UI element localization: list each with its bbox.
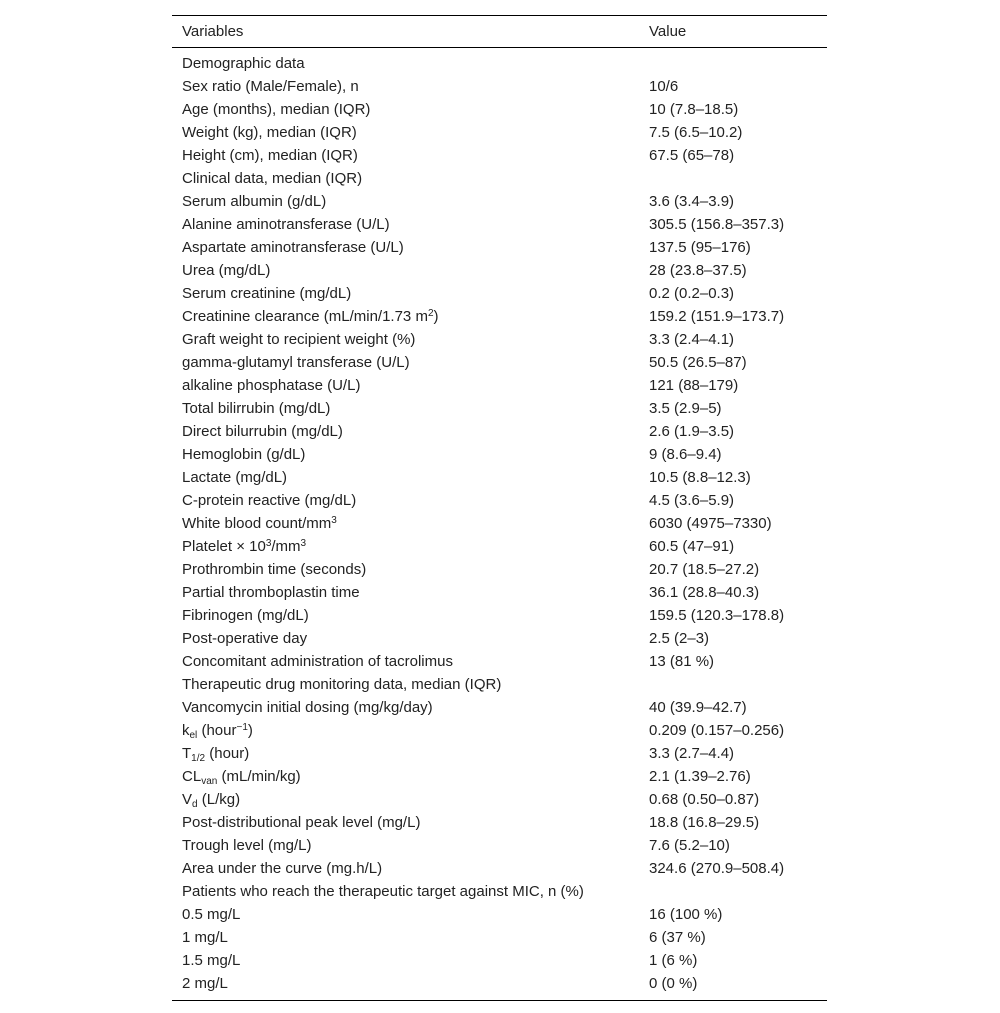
variable-text-variable: 1.5 mg/L bbox=[182, 952, 241, 969]
variable-text-variable: Post-distributional peak level (mg/L) bbox=[182, 814, 421, 831]
variable-text-variable: Alanine aminotransferase (U/L) bbox=[182, 216, 390, 233]
table-row bbox=[172, 48, 827, 76]
variable-cell bbox=[172, 443, 649, 466]
variable-text-variable: alkaline phosphatase (U/L) bbox=[182, 377, 361, 394]
value-cell: 10/6 bbox=[649, 78, 679, 95]
value-cell: 40 (39.9–42.7) bbox=[649, 699, 747, 716]
variable-text-variable: Trough level (mg/L) bbox=[182, 837, 312, 854]
value-cell: 0.209 (0.157–0.256) bbox=[649, 722, 785, 739]
table-row bbox=[172, 489, 827, 512]
variable-cell bbox=[172, 167, 649, 190]
table-row bbox=[172, 627, 827, 650]
variable-text-variable: Area under the curve (mg.h/L) bbox=[182, 860, 383, 877]
value-cell: 9 (8.6–9.4) bbox=[649, 446, 722, 463]
variable-text-variable: 0.5 mg/L bbox=[182, 906, 241, 923]
table-row bbox=[172, 673, 827, 696]
table-row bbox=[172, 282, 827, 305]
variable-text-variable: Direct bilurrubin (mg/dL) bbox=[182, 423, 343, 440]
table-row bbox=[172, 443, 827, 466]
variable-cell bbox=[172, 489, 649, 512]
variable-cell bbox=[172, 75, 649, 98]
table-row bbox=[172, 420, 827, 443]
data-table-container bbox=[172, 15, 827, 1001]
table-row bbox=[172, 351, 827, 374]
value-cell: 10.5 (8.8–12.3) bbox=[649, 469, 751, 486]
value-cell: 2.1 (1.39–2.76) bbox=[649, 768, 751, 785]
variable-text-variable: C-protein reactive (mg/dL) bbox=[182, 492, 357, 509]
variable-text-variable: Height (cm), median (IQR) bbox=[182, 147, 358, 164]
variable-text-variable: Prothrombin time (seconds) bbox=[182, 561, 367, 578]
variable-text-tail: (mL/min/kg) bbox=[217, 768, 301, 785]
variable-text-mid: /mm bbox=[271, 538, 301, 555]
table-row bbox=[172, 903, 827, 926]
variable-cell bbox=[172, 144, 649, 167]
variable-text-variable: Weight (kg), median (IQR) bbox=[182, 124, 357, 141]
header-variables: Variables bbox=[182, 23, 244, 40]
table-row bbox=[172, 581, 827, 604]
table-row bbox=[172, 949, 827, 972]
variable-cell bbox=[172, 466, 649, 489]
value-cell: 3.5 (2.9–5) bbox=[649, 400, 722, 417]
variable-cell bbox=[172, 765, 649, 788]
variable-text-variable: Post-operative day bbox=[182, 630, 308, 647]
variable-cell bbox=[172, 328, 649, 351]
variable-cell bbox=[172, 374, 649, 397]
table-row bbox=[172, 167, 827, 190]
table-row bbox=[172, 190, 827, 213]
variable-cell bbox=[172, 236, 649, 259]
value-cell: 3.3 (2.4–4.1) bbox=[649, 331, 735, 348]
variable-cell bbox=[172, 650, 649, 673]
variable-text-sub: el bbox=[189, 730, 198, 741]
variable-cell bbox=[172, 581, 649, 604]
value-cell: 20.7 (18.5–27.2) bbox=[649, 561, 760, 578]
variable-text-variable: Lactate (mg/dL) bbox=[182, 469, 288, 486]
table-row bbox=[172, 305, 827, 328]
variable-cell bbox=[172, 627, 649, 650]
variable-cell bbox=[172, 834, 649, 857]
variable-cell bbox=[172, 949, 649, 972]
variable-text-tail: ) bbox=[433, 308, 439, 325]
variable-text-variable: CL bbox=[182, 768, 202, 785]
variable-text-variable: 1 mg/L bbox=[182, 929, 228, 946]
value-cell: 60.5 (47–91) bbox=[649, 538, 735, 555]
variable-text-variable: White blood count/mm bbox=[182, 515, 332, 532]
variable-cell bbox=[172, 604, 649, 627]
table-row bbox=[172, 696, 827, 719]
variable-cell bbox=[172, 282, 649, 305]
variable-cell bbox=[172, 213, 649, 236]
value-cell: 324.6 (270.9–508.4) bbox=[649, 860, 785, 877]
value-cell: 6 (37 %) bbox=[649, 929, 706, 946]
value-cell: 1 (6 %) bbox=[649, 952, 698, 969]
table-row bbox=[172, 857, 827, 880]
variable-cell bbox=[172, 742, 649, 765]
table-row bbox=[172, 972, 827, 1001]
value-cell: 7.5 (6.5–10.2) bbox=[649, 124, 743, 141]
variable-cell bbox=[172, 857, 649, 880]
table-row bbox=[172, 811, 827, 834]
variable-text-variable: Demographic data bbox=[182, 55, 305, 72]
variable-cell bbox=[172, 880, 649, 903]
value-cell bbox=[649, 48, 827, 76]
value-cell: 159.2 (151.9–173.7) bbox=[649, 308, 785, 325]
table-row bbox=[172, 650, 827, 673]
variable-text-sub: van bbox=[201, 776, 218, 787]
value-cell: 0 (0 %) bbox=[649, 975, 698, 992]
variable-text-variable: Concomitant administration of tacrolimus bbox=[182, 653, 453, 670]
variable-text-variable: Hemoglobin (g/dL) bbox=[182, 446, 306, 463]
variable-text-sup: 2 bbox=[427, 308, 434, 319]
table-header-row bbox=[172, 16, 827, 48]
table-row bbox=[172, 604, 827, 627]
value-cell: 7.6 (5.2–10) bbox=[649, 837, 730, 854]
variable-cell bbox=[172, 397, 649, 420]
variable-text-variable: Sex ratio (Male/Female), n bbox=[182, 78, 359, 95]
variable-cell bbox=[172, 420, 649, 443]
table-row bbox=[172, 213, 827, 236]
variable-cell bbox=[172, 535, 649, 558]
variable-text-tail: (hour bbox=[197, 722, 237, 739]
variable-cell bbox=[172, 305, 649, 328]
variable-text-tail: (hour) bbox=[205, 745, 250, 762]
table-row bbox=[172, 75, 827, 98]
table-row bbox=[172, 121, 827, 144]
variable-cell bbox=[172, 351, 649, 374]
variable-text-sup: −1 bbox=[236, 722, 248, 733]
variable-cell bbox=[172, 719, 649, 742]
value-cell: 305.5 (156.8–357.3) bbox=[649, 216, 785, 233]
table-row bbox=[172, 397, 827, 420]
table-row bbox=[172, 236, 827, 259]
variable-text-variable: Fibrinogen (mg/dL) bbox=[182, 607, 309, 624]
variable-text-variable: Vancomycin initial dosing (mg/kg/day) bbox=[182, 699, 433, 716]
value-cell: 28 (23.8–37.5) bbox=[649, 262, 747, 279]
variable-text-variable: Therapeutic drug monitoring data, median (IQR) bbox=[182, 676, 502, 693]
table-row bbox=[172, 144, 827, 167]
variable-cell bbox=[172, 512, 649, 535]
variable-cell bbox=[172, 259, 649, 282]
value-cell: 67.5 (65–78) bbox=[649, 147, 735, 164]
variable-cell bbox=[172, 98, 649, 121]
table-row bbox=[172, 719, 827, 742]
variable-cell bbox=[172, 926, 649, 949]
variable-cell bbox=[172, 788, 649, 811]
variable-text-variable: Age (months), median (IQR) bbox=[182, 101, 371, 118]
variable-text-variable: Platelet × 10 bbox=[182, 538, 266, 555]
value-cell: 2.5 (2–3) bbox=[649, 630, 710, 647]
variable-cell bbox=[172, 673, 649, 696]
variable-text-sub: d bbox=[192, 799, 198, 810]
table-body bbox=[172, 48, 827, 1001]
value-cell: 10 (7.8–18.5) bbox=[649, 101, 739, 118]
variable-text-variable: Serum creatinine (mg/dL) bbox=[182, 285, 352, 302]
table-row bbox=[172, 512, 827, 535]
value-cell: 121 (88–179) bbox=[649, 377, 739, 394]
value-cell: 3.6 (3.4–3.9) bbox=[649, 193, 735, 210]
variable-text-sub: 1/2 bbox=[191, 753, 206, 764]
variable-text-variable: Creatinine clearance (mL/min/1.73 m bbox=[182, 308, 428, 325]
variable-cell bbox=[172, 972, 649, 1001]
table-row bbox=[172, 466, 827, 489]
table-row bbox=[172, 788, 827, 811]
variable-text-sup2: 3 bbox=[300, 538, 307, 549]
table-row bbox=[172, 926, 827, 949]
variable-text-variable: Serum albumin (g/dL) bbox=[182, 193, 327, 210]
variable-cell bbox=[172, 903, 649, 926]
value-cell: 0.68 (0.50–0.87) bbox=[649, 791, 760, 808]
value-cell: 18.8 (16.8–29.5) bbox=[649, 814, 760, 831]
value-cell bbox=[649, 673, 827, 696]
variable-text-variable: Partial thromboplastin time bbox=[182, 584, 360, 601]
variable-cell bbox=[172, 121, 649, 144]
table-row bbox=[172, 558, 827, 581]
variable-text-variable: Aspartate aminotransferase (U/L) bbox=[182, 239, 404, 256]
table-row bbox=[172, 765, 827, 788]
variable-text-variable: 2 mg/L bbox=[182, 975, 228, 992]
variable-text-variable: Urea (mg/dL) bbox=[182, 262, 271, 279]
value-cell: 16 (100 %) bbox=[649, 906, 723, 923]
header-value: Value bbox=[649, 23, 687, 40]
variable-text-variable: gamma-glutamyl transferase (U/L) bbox=[182, 354, 410, 371]
value-cell bbox=[649, 880, 827, 903]
table-row bbox=[172, 374, 827, 397]
value-cell: 137.5 (95–176) bbox=[649, 239, 751, 256]
variable-cell bbox=[172, 48, 649, 76]
table-row bbox=[172, 535, 827, 558]
data-table bbox=[172, 15, 827, 1001]
value-cell: 50.5 (26.5–87) bbox=[649, 354, 747, 371]
variable-text-variable: Patients who reach the therapeutic target against MIC, n (%) bbox=[182, 883, 584, 900]
variable-cell bbox=[172, 190, 649, 213]
table-row bbox=[172, 880, 827, 903]
value-cell: 36.1 (28.8–40.3) bbox=[649, 584, 760, 601]
table-row bbox=[172, 834, 827, 857]
value-cell: 159.5 (120.3–178.8) bbox=[649, 607, 785, 624]
value-cell bbox=[649, 167, 827, 190]
variable-cell bbox=[172, 811, 649, 834]
table-row bbox=[172, 328, 827, 351]
variable-text-variable: V bbox=[182, 791, 193, 808]
value-cell: 4.5 (3.6–5.9) bbox=[649, 492, 735, 509]
variable-cell bbox=[172, 558, 649, 581]
value-cell: 2.6 (1.9–3.5) bbox=[649, 423, 735, 440]
value-cell: 0.2 (0.2–0.3) bbox=[649, 285, 735, 302]
table-row bbox=[172, 98, 827, 121]
table-row bbox=[172, 742, 827, 765]
variable-text-variable: T bbox=[182, 745, 192, 762]
variable-text-variable: Total bilirrubin (mg/dL) bbox=[182, 400, 331, 417]
variable-text-sup: 3 bbox=[265, 538, 272, 549]
variable-cell bbox=[172, 696, 649, 719]
table-row bbox=[172, 259, 827, 282]
variable-text-variable: k bbox=[182, 722, 190, 739]
variable-text-tail2: ) bbox=[247, 722, 253, 739]
value-cell: 6030 (4975–7330) bbox=[649, 515, 772, 532]
value-cell: 3.3 (2.7–4.4) bbox=[649, 745, 735, 762]
variable-text-sup: 3 bbox=[331, 515, 337, 526]
variable-text-variable: Graft weight to recipient weight (%) bbox=[182, 331, 416, 348]
value-cell: 13 (81 %) bbox=[649, 653, 715, 670]
variable-text-tail: (L/kg) bbox=[197, 791, 241, 808]
variable-text-variable: Clinical data, median (IQR) bbox=[182, 170, 363, 187]
